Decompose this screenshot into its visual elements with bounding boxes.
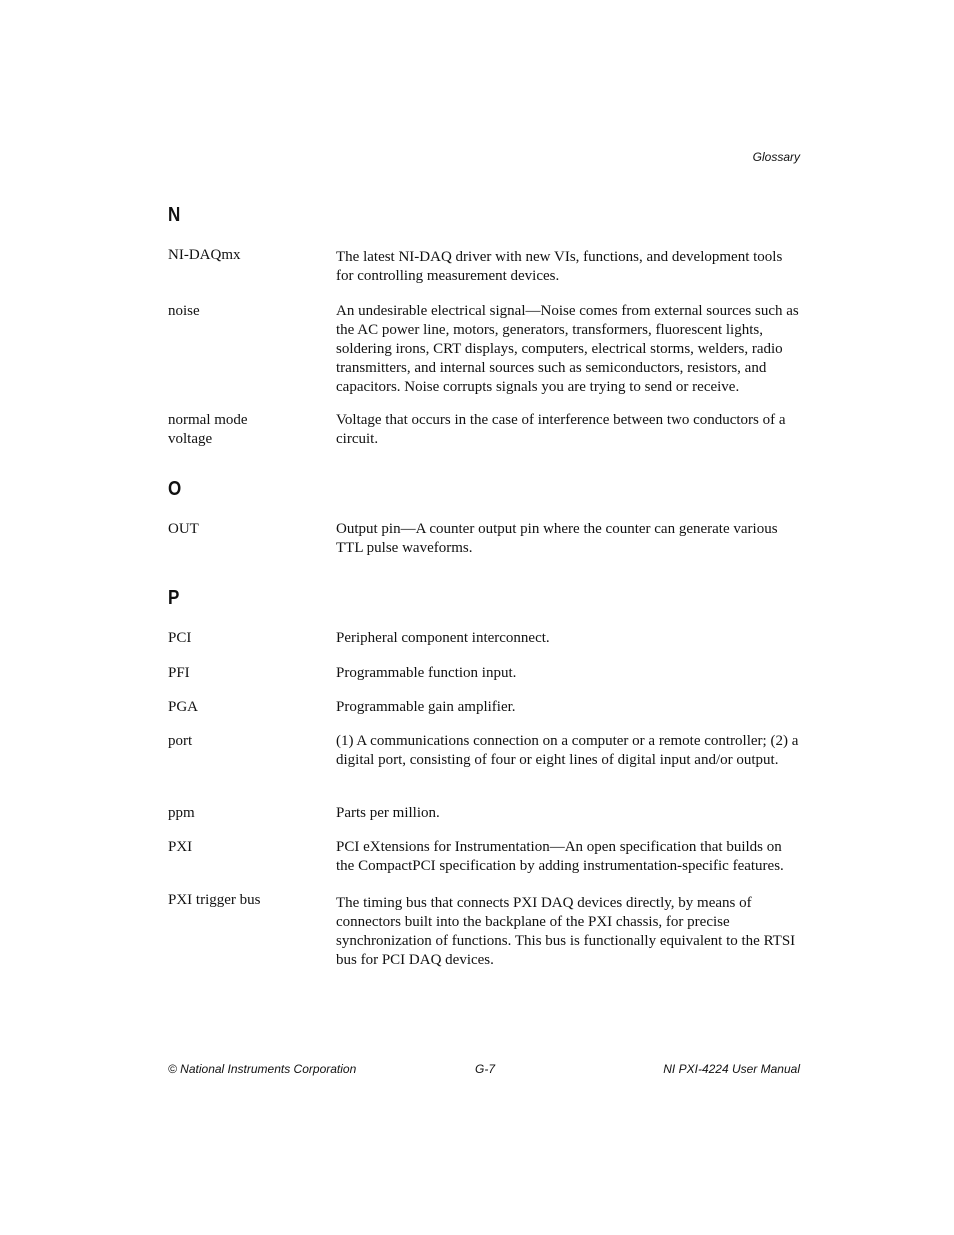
footer-manual-title: NI PXI-4224 User Manual bbox=[663, 1062, 800, 1076]
glossary-definition: Peripheral component interconnect. bbox=[336, 630, 550, 646]
glossary-term: normal mode voltage bbox=[168, 412, 248, 447]
section-letter-p: P bbox=[168, 587, 180, 609]
glossary-term: OUT bbox=[168, 521, 199, 537]
glossary-term: port bbox=[168, 733, 193, 749]
section-letter-o: O bbox=[168, 478, 182, 500]
glossary-definition: PCI eXtensions for Instrumentation—An open specification that builds on the CompactPCI specification by adding instrumentation-specific features. bbox=[336, 839, 784, 874]
glossary-term: PGA bbox=[168, 699, 199, 715]
glossary-term: PCI bbox=[168, 630, 192, 646]
glossary-definition: Output pin—A counter output pin where the counter can generate various TTL pulse waveforms. bbox=[336, 521, 778, 556]
glossary-definition: An undesirable electrical signal—Noise comes from external sources such as the AC power line, motors, generators, transformers, fluorescent lights, soldering irons, CRT displays, computers, electrical storms, welders, radio transmitters, and internal sources such as semiconductors, resistors, and capacitors. Noise corrupts signals you are trying to send or receive. bbox=[336, 303, 799, 395]
glossary-term: noise bbox=[168, 303, 200, 319]
glossary-definition: The timing bus that connects PXI DAQ devices directly, by means of connectors built into the backplane of the PXI chassis, for precise synchronization of functions. This bus is functionally equivalent to the RTSI bus for PCI DAQ devices. bbox=[336, 895, 796, 968]
glossary-definition: Programmable function input. bbox=[336, 665, 517, 681]
footer-copyright: © National Instruments Corporation bbox=[168, 1062, 357, 1076]
glossary-term: PXI bbox=[168, 839, 193, 855]
glossary-definition: Parts per million. bbox=[336, 805, 440, 821]
glossary-term: PXI trigger bus bbox=[168, 892, 261, 908]
section-letter-n: N bbox=[168, 204, 181, 226]
glossary-term: ppm bbox=[168, 805, 195, 821]
glossary-definition: The latest NI-DAQ driver with new VIs, functions, and development tools for controlling measurement devices. bbox=[336, 249, 783, 284]
glossary-definition: Programmable gain amplifier. bbox=[336, 699, 516, 715]
glossary-definition: (1) A communications connection on a computer or a remote controller; (2) a digital port, consisting of four or eight lines of digital input and/or output. bbox=[336, 733, 799, 768]
running-head: Glossary bbox=[752, 150, 800, 164]
footer-page-number: G-7 bbox=[475, 1062, 496, 1076]
glossary-term: PFI bbox=[168, 665, 190, 681]
glossary-term: NI-DAQmx bbox=[168, 247, 241, 263]
glossary-definition: Voltage that occurs in the case of interference between two conductors of a circuit. bbox=[336, 412, 786, 447]
